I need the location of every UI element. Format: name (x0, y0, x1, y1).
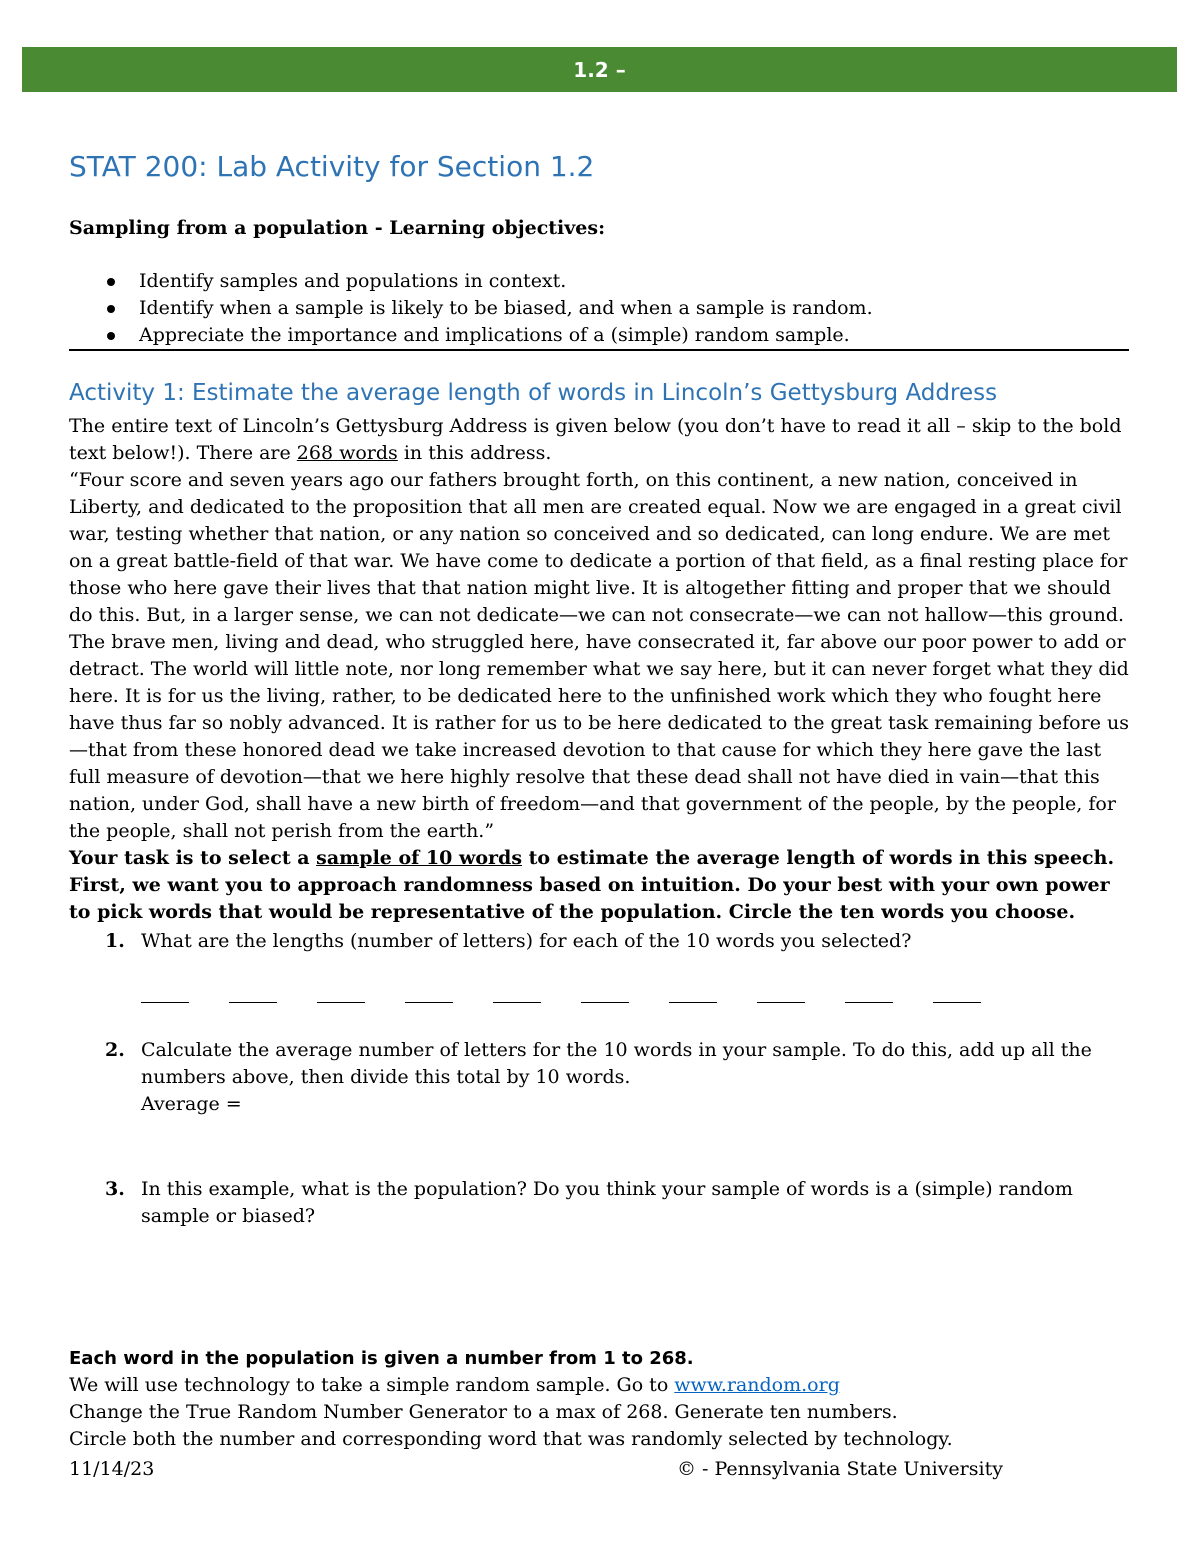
intro-text-end: in this address. (397, 442, 552, 464)
footer-date: 11/14/23 (69, 1458, 155, 1480)
banner-text: 1.2 – (573, 57, 626, 82)
intro-text: The entire text of Lincoln’s Gettysburg Address is given below (you don’t have to read it all – skip to the bold text below!). There are (69, 415, 1122, 464)
answer-blank[interactable] (405, 990, 453, 1003)
final-heading: Each word in the population is given a number from 1 to 268. (69, 1348, 694, 1369)
speech-text: “Four score and seven years ago our fathers brought forth, on this continent, a new nation, conceived in Liberty, and dedicated to the proposition that all men are created equal. Now we are engaged in a great civil war, testing whether that nation, or any nation so conceived and so dedicated, can long endure. We are met on a great battle-field of that war. We have come to dedicate a portion of that field, as a final resting place for those who here gave their lives that that nation might live. It is altogether fitting and proper that we should do this. But, in a larger sense, we can not dedicate—we can not consecrate—we can not hallow—this ground. The brave men, living and dead, who struggled here, have consecrated it, far above our poor power to add or detract. The world will little note, nor long remember what we say here, but it can never forget what they did here. It is for us the living, rather, to be dedicated here to the unfinished work which they who fought here have thus far so nobly advanced. It is rather for us to be here dedicated to the great task remaining before us—that from these honored dead we take increased devotion to that cause for which they here gave the last full measure of devotion—that we here highly resolve that these dead shall not have died in vain—that this nation, under God, shall have a new birth of freedom—and that government of the people, by the people, for the people, shall not perish from the earth.” (69, 469, 1129, 842)
footer-copyright: © - Pennsylvania State University (677, 1458, 1003, 1480)
answer-blank[interactable] (581, 990, 629, 1003)
final-line-1-text: We will use technology to take a simple random sample. Go to (69, 1374, 675, 1396)
objective-item: Appreciate the importance and implications of a (simple) random sample. (69, 322, 1129, 349)
final-line-2: Change the True Random Number Generator to a max of 268. Generate ten numbers. (69, 1401, 898, 1423)
answer-blank[interactable] (229, 990, 277, 1003)
objective-item: Identify when a sample is likely to be biased, and when a sample is random. (69, 295, 1129, 322)
answer-blank[interactable] (669, 990, 717, 1003)
activity-title: Activity 1: Estimate the average length of words in Lincoln’s Gettysburg Address (69, 380, 998, 406)
answer-blank[interactable] (933, 990, 981, 1003)
document-title: STAT 200: Lab Activity for Section 1.2 (69, 150, 595, 183)
task-text: Your task is to select a (69, 847, 317, 869)
answer-blank[interactable] (845, 990, 893, 1003)
word-count-link: 268 words (296, 442, 398, 464)
header-banner (22, 47, 1177, 92)
task-instruction-2: First, we want you to approach randomness based on intuition. Do your best with your own power to pick words that would be representative of the population. Circle the ten words you choose. (69, 874, 1110, 923)
answer-blank[interactable] (757, 990, 805, 1003)
objectives-heading: Sampling from a population - Learning objectives: (69, 217, 606, 239)
question-number: 2. (105, 1039, 125, 1061)
objective-item: Identify samples and populations in context. (69, 268, 1129, 295)
answer-blank[interactable] (493, 990, 541, 1003)
average-label: Average = (141, 1093, 242, 1115)
question-number: 3. (105, 1178, 125, 1200)
question-text: In this example, what is the population? Do you think your sample of words is a (simple) random sample or biased? (141, 1178, 1073, 1227)
question-1 (69, 928, 1129, 955)
answer-blanks (141, 990, 981, 1003)
question-text: What are the lengths (number of letters) for each of the 10 words you selected? (141, 930, 912, 952)
final-line-1 (69, 1372, 1129, 1399)
random-org-link[interactable]: www.random.org (674, 1374, 840, 1396)
objectives-list (69, 268, 1129, 351)
activity-body (69, 413, 1129, 926)
answer-blank[interactable] (317, 990, 365, 1003)
final-line-3: Circle both the number and corresponding word that was randomly selected by technology. (69, 1428, 953, 1450)
intro-paragraph (69, 413, 1129, 467)
question-2 (69, 1037, 1129, 1118)
question-number: 1. (105, 930, 125, 952)
question-text: Calculate the average number of letters for the 10 words in your sample. To do this, add up all the numbers above, then divide this total by 10 words. (141, 1039, 1092, 1088)
question-3 (69, 1176, 1129, 1230)
task-text-end: to estimate the average length of words in this speech. (522, 847, 1115, 869)
random-sample-section (69, 1345, 1129, 1453)
task-instruction (69, 845, 1129, 872)
answer-blank[interactable] (141, 990, 189, 1003)
task-underlined: sample of 10 words (316, 847, 523, 869)
